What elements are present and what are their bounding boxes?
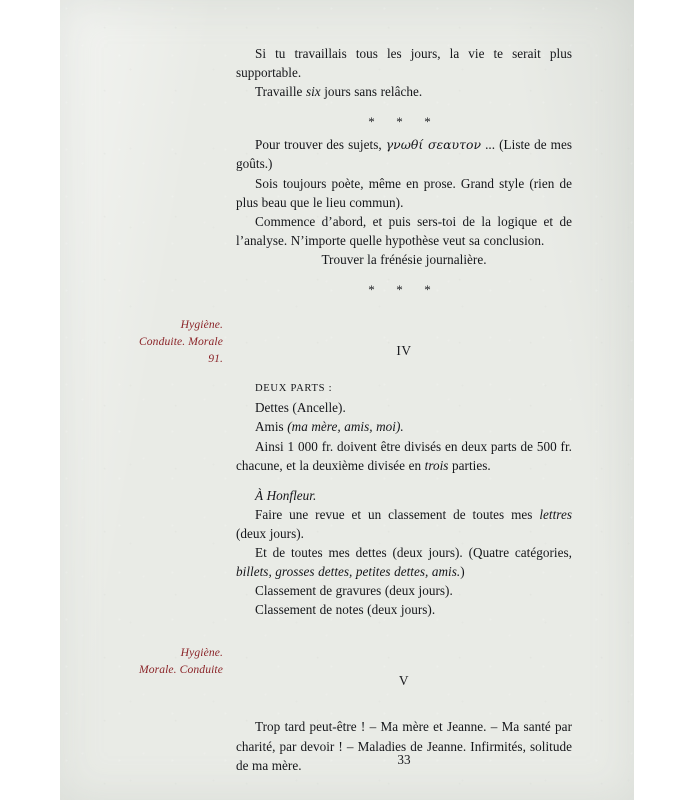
margin-note-section-four (88, 316, 223, 368)
text-run-roman: Dettes (Ancelle). (255, 400, 346, 416)
text-run-roman: Faire une revue et un classement de toutes mes (255, 506, 540, 522)
text-run-roman: Sois toujours poète, même en prose. Grand style (rien de plus beau que le lieu commun). (236, 175, 572, 210)
spacer (236, 475, 572, 486)
margin-note-line: Conduite. Morale (138, 335, 223, 349)
text-run-italic: billets, grosses dettes, petites dettes, amis. (236, 564, 461, 580)
section-numeral-five: V (398, 673, 410, 689)
text-run-roman: * * * (368, 114, 440, 130)
text-run-roman: Ainsi 1 000 fr. doivent être divisés en deux parts de 500 fr. chacune, et la deuxième divisée en (236, 438, 572, 473)
paragraph-p-classement-notes (236, 600, 572, 619)
text-run-roman: Et de toutes mes dettes (deux jours). (Quatre catégories, (255, 544, 572, 560)
text-run-roman: jours sans relâche. (320, 84, 423, 100)
paragraph-p-deux-parts (236, 377, 572, 398)
text-run-roman: Classement de notes (deux jours). (255, 602, 436, 618)
margin-note-line: Hygiène. (180, 646, 223, 659)
paragraph-p-faire-une-revue (236, 505, 572, 543)
page-folio-number: 33 (397, 752, 411, 767)
text-run-smallcaps: DEUX PARTS : (255, 383, 333, 395)
spacer (236, 101, 572, 112)
text-run-roman: ... (Liste de mes goûts.) (236, 137, 572, 172)
spacer (236, 299, 572, 341)
text-run-italic: trois (424, 457, 449, 473)
text-run-italic: (ma mère, amis, moi). (287, 419, 404, 435)
paragraph-p-dettes-ancelle (236, 398, 572, 417)
text-run-italic: six (305, 84, 321, 100)
paragraph-p-travaille-six-jours (236, 82, 572, 101)
text-run-roman: Commence d’abord, et puis sers-toi de la logique et de l’analyse. N’importe quelle hypothèse veut sa conclusion. (236, 213, 572, 248)
margin-note-section-five (88, 644, 223, 678)
paragraph-p-pour-trouver (236, 135, 572, 173)
section-numeral-four: IV (396, 343, 412, 359)
paragraph-p-classement-gravures (236, 581, 572, 600)
text-run-roman: parties. (448, 457, 491, 473)
spacer (236, 690, 572, 717)
paragraph-divider-2 (236, 280, 572, 299)
text-run-roman: (deux jours). (236, 525, 304, 541)
paragraph-p-commence-dabord (236, 212, 572, 250)
text-run-roman: * * * (368, 282, 440, 298)
paragraph-p-a-honfleur (236, 486, 572, 505)
text-run-roman: Si tu travaillais tous les jours, la vie te serait plus supportable. (236, 46, 572, 81)
paragraph-p-et-de-toutes-mes-dettes (236, 543, 572, 581)
spacer (236, 619, 572, 671)
text-run-roman: ) (460, 564, 465, 580)
paragraph-p-ainsi-1000fr (236, 437, 572, 475)
spacer (236, 269, 572, 280)
paragraph-p-si-tu-travaillais (236, 44, 572, 82)
text-run-roman: Trop tard peut-être ! – Ma mère et Jeanne. – Ma santé par charité, par devoir ! – Maladies de Jeanne. Infirmités, solitude de ma mère. (236, 719, 572, 773)
margin-note-line: Morale. Conduite (138, 663, 223, 677)
margin-note-line: 91. (208, 352, 223, 366)
text-run-roman: Pour trouver des sujets, (255, 137, 386, 153)
paragraph-p-sois-toujours-poete (236, 174, 572, 212)
spacer (236, 360, 572, 377)
paragraph-p-amis (236, 417, 572, 436)
margin-note-line: Hygiène. (180, 318, 223, 331)
text-run-roman: Classement de gravures (deux jours). (255, 583, 453, 599)
paragraph-p-trouver-la-frenesie (236, 250, 572, 269)
paragraph-divider-1 (236, 112, 572, 131)
text-run-roman: Amis (255, 419, 288, 435)
text-column (236, 44, 572, 775)
text-run-roman: Travaille (255, 84, 306, 100)
text-run-greek: γνωθί σεαυτον (385, 137, 482, 153)
text-run-italic: lettres (539, 506, 572, 522)
text-run-italic: À Honfleur. (255, 487, 317, 503)
text-run-roman: Trouver la frénésie journalière. (321, 251, 487, 267)
